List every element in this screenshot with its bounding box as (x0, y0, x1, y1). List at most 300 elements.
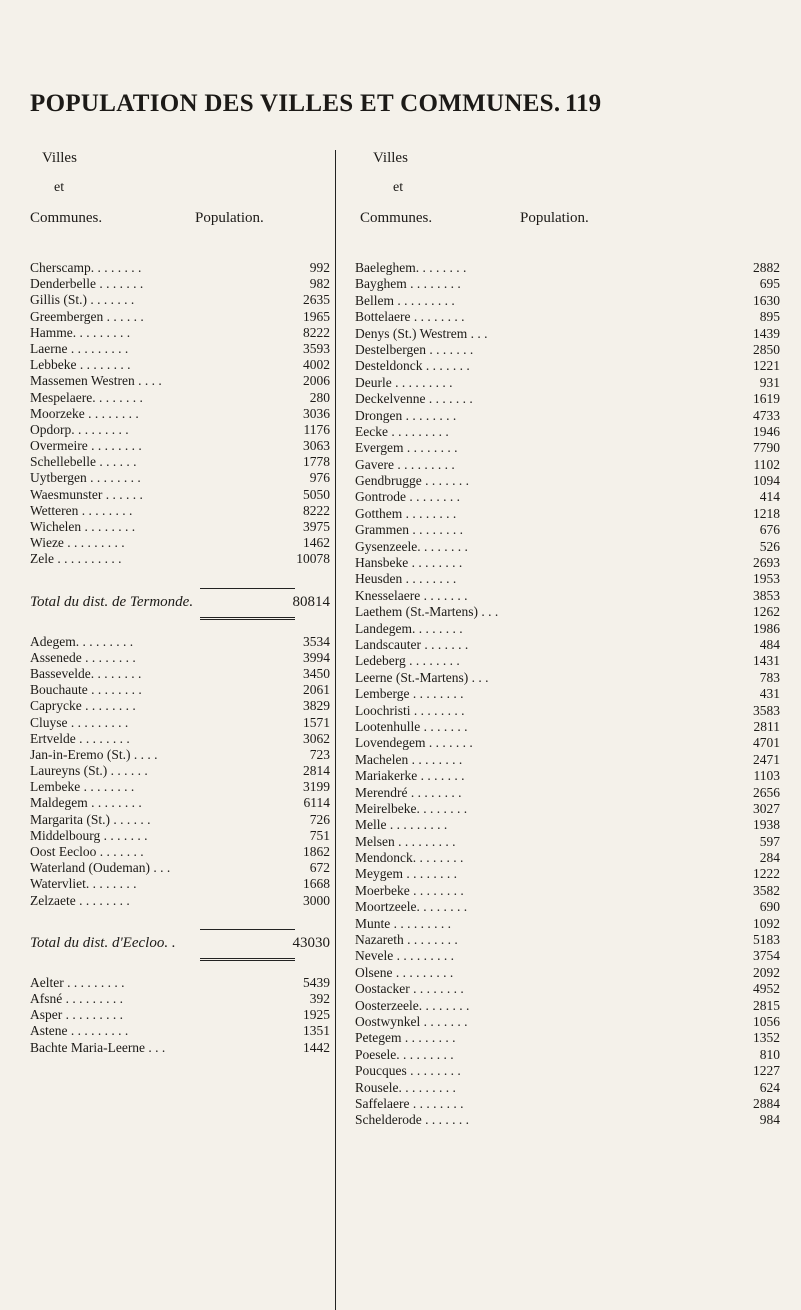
commune-name: Astene . . . . . . . . . (30, 1023, 129, 1039)
commune-row (355, 801, 780, 817)
population-value: 672 (309, 860, 330, 876)
population-value: 1946 (753, 423, 780, 439)
commune-row (355, 719, 780, 735)
population-value: 431 (759, 686, 780, 702)
population-value: 1102 (753, 456, 780, 472)
commune-row (355, 293, 780, 309)
commune-row (355, 916, 780, 932)
population-value: 3450 (303, 665, 330, 681)
commune-name: Gotthem . . . . . . . . (355, 505, 457, 521)
population-value: 783 (759, 669, 780, 685)
population-value: 5050 (303, 486, 330, 502)
commune-row (30, 551, 330, 567)
commune-name: Margarita (St.) . . . . . . (30, 811, 151, 827)
commune-name: Oostacker . . . . . . . . (355, 981, 464, 997)
commune-row (30, 1007, 330, 1023)
population-value: 2656 (753, 784, 780, 800)
commune-row (30, 406, 330, 422)
commune-row (30, 698, 330, 714)
population-value: 3036 (303, 405, 330, 421)
population-value: 3062 (303, 730, 330, 746)
page-number: 119 (565, 90, 602, 117)
population-value: 751 (309, 827, 330, 843)
commune-row (355, 981, 780, 997)
commune-name: Meygem . . . . . . . . (355, 866, 457, 882)
population-value: 984 (759, 1112, 780, 1128)
commune-row (355, 506, 780, 522)
population-value: 1965 (303, 308, 330, 324)
commune-row (355, 571, 780, 587)
column-divider (335, 150, 336, 1310)
commune-name: Poucques . . . . . . . . (355, 1063, 461, 1079)
commune-name: Waesmunster . . . . . . (30, 486, 143, 502)
commune-row (355, 440, 780, 456)
commune-name: Bachte Maria-Leerne . . . (30, 1039, 166, 1055)
commune-row (30, 390, 330, 406)
commune-row (355, 457, 780, 473)
commune-name: Meirelbeke. . . . . . . . (355, 800, 468, 816)
population-value: 3582 (753, 882, 780, 898)
commune-row (30, 828, 330, 844)
population-value: 3994 (303, 649, 330, 665)
population-value: 1462 (303, 535, 330, 551)
commune-row (30, 503, 330, 519)
population-value: 2693 (753, 555, 780, 571)
population-value: 1056 (753, 1013, 780, 1029)
commune-row (355, 948, 780, 964)
commune-row (355, 473, 780, 489)
commune-list (30, 975, 330, 1056)
commune-row (355, 686, 780, 702)
commune-row (355, 670, 780, 686)
population-value: 3000 (303, 892, 330, 908)
commune-name: Grammen . . . . . . . . (355, 522, 463, 538)
commune-row (355, 1080, 780, 1096)
commune-name: Zele . . . . . . . . . . (30, 551, 122, 567)
population-value: 1630 (753, 292, 780, 308)
district-total (30, 589, 330, 617)
commune-row (355, 326, 780, 342)
commune-name: Bayghem . . . . . . . . (355, 276, 461, 292)
population-value: 8222 (303, 324, 330, 340)
commune-name: Lemberge . . . . . . . . (355, 686, 464, 702)
commune-name: Middelbourg . . . . . . . (30, 827, 148, 843)
population-value: 2635 (303, 292, 330, 308)
population-value: 3975 (303, 519, 330, 534)
population-value: 1431 (753, 653, 780, 669)
commune-row (30, 682, 330, 698)
commune-row (30, 860, 330, 876)
spacer (30, 909, 330, 925)
commune-row (30, 763, 330, 779)
population-value: 3593 (303, 340, 330, 356)
commune-name: Loochristi . . . . . . . . (355, 702, 465, 718)
population-value: 2814 (303, 763, 330, 779)
commune-name: Moortzeele. . . . . . . . (355, 899, 468, 915)
population-value: 414 (759, 489, 780, 505)
commune-name: Assenede . . . . . . . . (30, 649, 136, 665)
commune-row (355, 932, 780, 948)
total-value: 80814 (292, 594, 330, 611)
commune-row (30, 731, 330, 747)
commune-name: Eecke . . . . . . . . . (355, 423, 449, 439)
commune-name: Machelen . . . . . . . . (355, 751, 463, 767)
commune-name: Melsen . . . . . . . . . (355, 833, 456, 849)
commune-row (355, 621, 780, 637)
population-value: 6114 (303, 795, 330, 811)
commune-row (355, 358, 780, 374)
commune-name: Saffelaere . . . . . . . . (355, 1095, 464, 1111)
commune-row (355, 965, 780, 981)
commune-row (30, 876, 330, 892)
commune-row (30, 844, 330, 860)
population-value: 2815 (753, 997, 780, 1013)
population-value: 4701 (753, 735, 780, 751)
commune-row (355, 883, 780, 899)
commune-name: Mariakerke . . . . . . . (355, 768, 465, 784)
population-value: 8222 (303, 502, 330, 518)
commune-name: Wieze . . . . . . . . . (30, 535, 125, 551)
commune-name: Ertvelde . . . . . . . . (30, 730, 130, 746)
population-value: 1262 (753, 604, 780, 620)
commune-row (355, 866, 780, 882)
commune-row (355, 408, 780, 424)
commune-name: Drongen . . . . . . . . (355, 407, 457, 423)
commune-name: Nevele . . . . . . . . . (355, 948, 454, 964)
commune-row (355, 276, 780, 292)
commune-row (355, 834, 780, 850)
commune-row (355, 850, 780, 866)
commune-name: Nazareth . . . . . . . . (355, 932, 458, 948)
population-value: 1778 (303, 454, 330, 470)
commune-name: Schellebelle . . . . . . (30, 454, 137, 470)
commune-row (30, 1040, 330, 1056)
commune-row (30, 292, 330, 308)
population-value: 3027 (753, 800, 780, 816)
population-value: 895 (759, 309, 780, 325)
population-value: 4002 (303, 357, 330, 373)
commune-row (355, 424, 780, 440)
commune-row (30, 373, 330, 389)
commune-row (355, 1030, 780, 1046)
commune-name: Mendonck. . . . . . . . (355, 850, 464, 866)
commune-name: Uytbergen . . . . . . . . (30, 470, 141, 486)
commune-row (355, 1096, 780, 1112)
commune-row (30, 666, 330, 682)
commune-row (355, 1112, 780, 1128)
commune-row (30, 715, 330, 731)
population-value: 2850 (753, 341, 780, 357)
commune-row (355, 489, 780, 505)
commune-name: Lovendegem . . . . . . . (355, 735, 473, 751)
commune-name: Wetteren . . . . . . . . (30, 502, 133, 518)
commune-name: Zelzaete . . . . . . . . (30, 892, 130, 908)
population-value: 1092 (753, 915, 780, 931)
population-value: 1925 (303, 1007, 330, 1023)
commune-row (30, 487, 330, 503)
commune-name: Cherscamp. . . . . . . . (30, 260, 142, 275)
commune-row (30, 779, 330, 795)
commune-name: Cluyse . . . . . . . . . (30, 714, 129, 730)
population-value: 1103 (753, 768, 780, 784)
header-communes: Communes. (360, 210, 433, 226)
population-value: 1953 (753, 571, 780, 587)
population-value: 1218 (753, 505, 780, 521)
header-et: et (393, 180, 404, 195)
commune-row (30, 422, 330, 438)
commune-row (30, 325, 330, 341)
population-value: 3754 (753, 948, 780, 964)
commune-row (30, 341, 330, 357)
commune-row (355, 998, 780, 1014)
commune-row (355, 342, 780, 358)
population-value: 4733 (753, 407, 780, 423)
left-column (30, 150, 330, 1056)
commune-name: Maldegem . . . . . . . . (30, 795, 142, 811)
commune-name: Waterland (Oudeman) . . . (30, 860, 171, 876)
population-value: 1862 (303, 844, 330, 859)
commune-row (355, 637, 780, 653)
commune-name: Bellem . . . . . . . . . (355, 292, 455, 308)
commune-name: Evergem . . . . . . . . (355, 440, 458, 456)
population-value: 2471 (753, 751, 780, 767)
commune-name: Afsné . . . . . . . . . (30, 990, 123, 1006)
header-villes: Villes (373, 150, 408, 166)
population-value: 624 (759, 1079, 780, 1095)
commune-name: Oostwynkel . . . . . . . (355, 1013, 468, 1029)
population-value: 1094 (753, 473, 780, 489)
commune-row (30, 535, 330, 551)
population-value: 676 (759, 522, 780, 538)
commune-name: Overmeire . . . . . . . . (30, 438, 142, 454)
commune-name: Landscauter . . . . . . . (355, 636, 469, 652)
population-value: 992 (309, 260, 330, 275)
commune-row (30, 454, 330, 470)
commune-name: Leerne (St.-Martens) . . . (355, 669, 489, 685)
commune-name: Destelbergen . . . . . . . (355, 341, 474, 357)
population-value: 695 (759, 276, 780, 292)
commune-row (355, 735, 780, 751)
commune-name: Laethem (St.-Martens) . . . (355, 604, 499, 620)
commune-name: Schelderode . . . . . . . (355, 1112, 469, 1128)
commune-row (355, 785, 780, 801)
commune-name: Heusden . . . . . . . . (355, 571, 457, 587)
commune-name: Landegem. . . . . . . . (355, 620, 463, 636)
header-villes: Villes (42, 150, 77, 166)
commune-name: Caprycke . . . . . . . . (30, 698, 136, 714)
commune-name: Gavere . . . . . . . . . (355, 456, 455, 472)
commune-name: Massemen Westren . . . . (30, 373, 162, 389)
commune-name: Mespelaere. . . . . . . . (30, 389, 143, 405)
commune-name: Gontrode . . . . . . . . (355, 489, 460, 505)
population-value: 10078 (296, 551, 330, 567)
commune-row (355, 817, 780, 833)
population-value: 2092 (753, 964, 780, 980)
commune-name: Rousele. . . . . . . . . (355, 1079, 456, 1095)
left-groups (30, 260, 330, 1056)
commune-row (30, 634, 330, 650)
population-value: 1221 (753, 358, 780, 374)
population-value: 3199 (303, 779, 330, 795)
population-value: 3534 (303, 633, 330, 649)
commune-name: Baeleghem. . . . . . . . (355, 260, 467, 275)
population-value: 392 (309, 990, 330, 1006)
population-value: 726 (309, 811, 330, 827)
commune-row (355, 539, 780, 555)
double-rule (200, 958, 295, 961)
population-value: 3829 (303, 698, 330, 714)
commune-name: Knesselaere . . . . . . . (355, 587, 468, 603)
commune-row (30, 309, 330, 325)
commune-name: Moorzeke . . . . . . . . (30, 405, 139, 421)
commune-row (30, 260, 330, 276)
population-value: 7790 (753, 440, 780, 456)
double-rule (200, 617, 295, 620)
commune-name: Poesele. . . . . . . . . (355, 1046, 454, 1062)
commune-row (30, 1023, 330, 1039)
commune-name: Asper . . . . . . . . . (30, 1007, 123, 1023)
right-rows (355, 260, 780, 1129)
commune-row (30, 519, 330, 535)
page-title: POPULATION DES VILLES ET COMMUNES. (30, 90, 561, 117)
population-value: 280 (309, 389, 330, 405)
commune-name: Wichelen . . . . . . . . (30, 519, 136, 534)
population-value: 5439 (303, 974, 330, 990)
commune-name: Olsene . . . . . . . . . (355, 964, 454, 980)
commune-row (355, 1014, 780, 1030)
commune-name: Laerne . . . . . . . . . (30, 340, 129, 356)
population-value: 3853 (753, 587, 780, 603)
commune-name: Bottelaere . . . . . . . . (355, 309, 465, 325)
population-value: 810 (759, 1046, 780, 1062)
population-value: 1439 (753, 325, 780, 341)
commune-row (355, 260, 780, 276)
population-value: 5183 (753, 932, 780, 948)
commune-name: Gendbrugge . . . . . . . (355, 473, 469, 489)
commune-row (355, 555, 780, 571)
commune-row (30, 812, 330, 828)
header-communes: Communes. (30, 210, 103, 226)
population-value: 2884 (753, 1095, 780, 1111)
commune-row (355, 522, 780, 538)
population-value: 931 (759, 374, 780, 390)
commune-row (30, 438, 330, 454)
population-value: 1571 (303, 714, 330, 730)
population-value: 2811 (753, 718, 780, 734)
district-total (30, 930, 330, 958)
commune-row (355, 391, 780, 407)
population-value: 2061 (303, 682, 330, 698)
commune-name: Jan-in-Eremo (St.) . . . . (30, 746, 158, 762)
population-value: 982 (309, 276, 330, 292)
population-value: 4952 (753, 981, 780, 997)
population-value: 723 (309, 746, 330, 762)
population-value: 1938 (753, 817, 780, 833)
commune-name: Deckelvenne . . . . . . . (355, 391, 473, 407)
commune-row (30, 975, 330, 991)
commune-name: Opdorp. . . . . . . . . (30, 421, 129, 437)
commune-name: Hamme. . . . . . . . . (30, 324, 131, 340)
population-value: 976 (309, 470, 330, 486)
left-column-header (30, 150, 330, 260)
population-value: 1352 (753, 1030, 780, 1046)
population-value: 284 (759, 850, 780, 866)
commune-name: Deurle . . . . . . . . . (355, 374, 453, 390)
commune-row (355, 899, 780, 915)
right-column-header (355, 150, 780, 260)
population-value: 690 (759, 899, 780, 915)
commune-row (30, 650, 330, 666)
commune-name: Munte . . . . . . . . . (355, 915, 451, 931)
commune-name: Melle . . . . . . . . . (355, 817, 448, 833)
commune-row (30, 893, 330, 909)
commune-name: Oosterzeele. . . . . . . . (355, 997, 470, 1013)
commune-name: Adegem. . . . . . . . . (30, 633, 134, 649)
commune-name: Denys (St.) Westrem . . . (355, 325, 488, 341)
commune-name: Gysenzeele. . . . . . . . (355, 538, 468, 554)
commune-name: Ledeberg . . . . . . . . (355, 653, 460, 669)
header-population: Population. (520, 210, 589, 226)
population-value: 1668 (303, 876, 330, 892)
commune-row (355, 703, 780, 719)
commune-name: Denderbelle . . . . . . . (30, 276, 144, 292)
population-value: 1222 (753, 866, 780, 882)
commune-name: Watervliet. . . . . . . . (30, 876, 137, 892)
population-value: 1227 (753, 1063, 780, 1079)
commune-row (355, 768, 780, 784)
population-value: 1442 (303, 1039, 330, 1055)
commune-name: Lootenhulle . . . . . . . (355, 718, 468, 734)
commune-row (355, 1063, 780, 1079)
population-value: 2882 (753, 260, 780, 275)
commune-name: Oost Eecloo . . . . . . . (30, 844, 144, 859)
commune-row (30, 747, 330, 763)
commune-row (355, 752, 780, 768)
population-value: 484 (759, 636, 780, 652)
commune-name: Lebbeke . . . . . . . . (30, 357, 131, 373)
population-value: 1351 (303, 1023, 330, 1039)
total-label: Total du dist. d'Eecloo. . (30, 935, 176, 952)
commune-name: Lembeke . . . . . . . . (30, 779, 135, 795)
commune-row (30, 795, 330, 811)
commune-row (30, 276, 330, 292)
population-value: 526 (759, 538, 780, 554)
commune-name: Aelter . . . . . . . . . (30, 974, 125, 990)
commune-row (355, 1047, 780, 1063)
population-value: 3583 (753, 702, 780, 718)
population-value: 2006 (303, 373, 330, 389)
commune-name: Moerbeke . . . . . . . . (355, 882, 464, 898)
spacer (30, 568, 330, 584)
commune-row (355, 653, 780, 669)
commune-name: Hansbeke . . . . . . . . (355, 555, 463, 571)
commune-name: Bassevelde. . . . . . . . (30, 665, 142, 681)
commune-name: Greembergen . . . . . . (30, 308, 144, 324)
population-value: 3063 (303, 438, 330, 454)
header-population: Population. (195, 210, 264, 226)
right-column (355, 150, 780, 1129)
commune-row (355, 375, 780, 391)
commune-name: Laureyns (St.) . . . . . . (30, 763, 148, 779)
commune-row (355, 309, 780, 325)
header-et: et (54, 180, 65, 195)
population-value: 1986 (753, 620, 780, 636)
commune-row (355, 588, 780, 604)
commune-row (30, 991, 330, 1007)
commune-name: Gillis (St.) . . . . . . . (30, 292, 135, 308)
commune-name: Bouchaute . . . . . . . . (30, 682, 142, 698)
total-label: Total du dist. de Termonde. (30, 594, 194, 611)
